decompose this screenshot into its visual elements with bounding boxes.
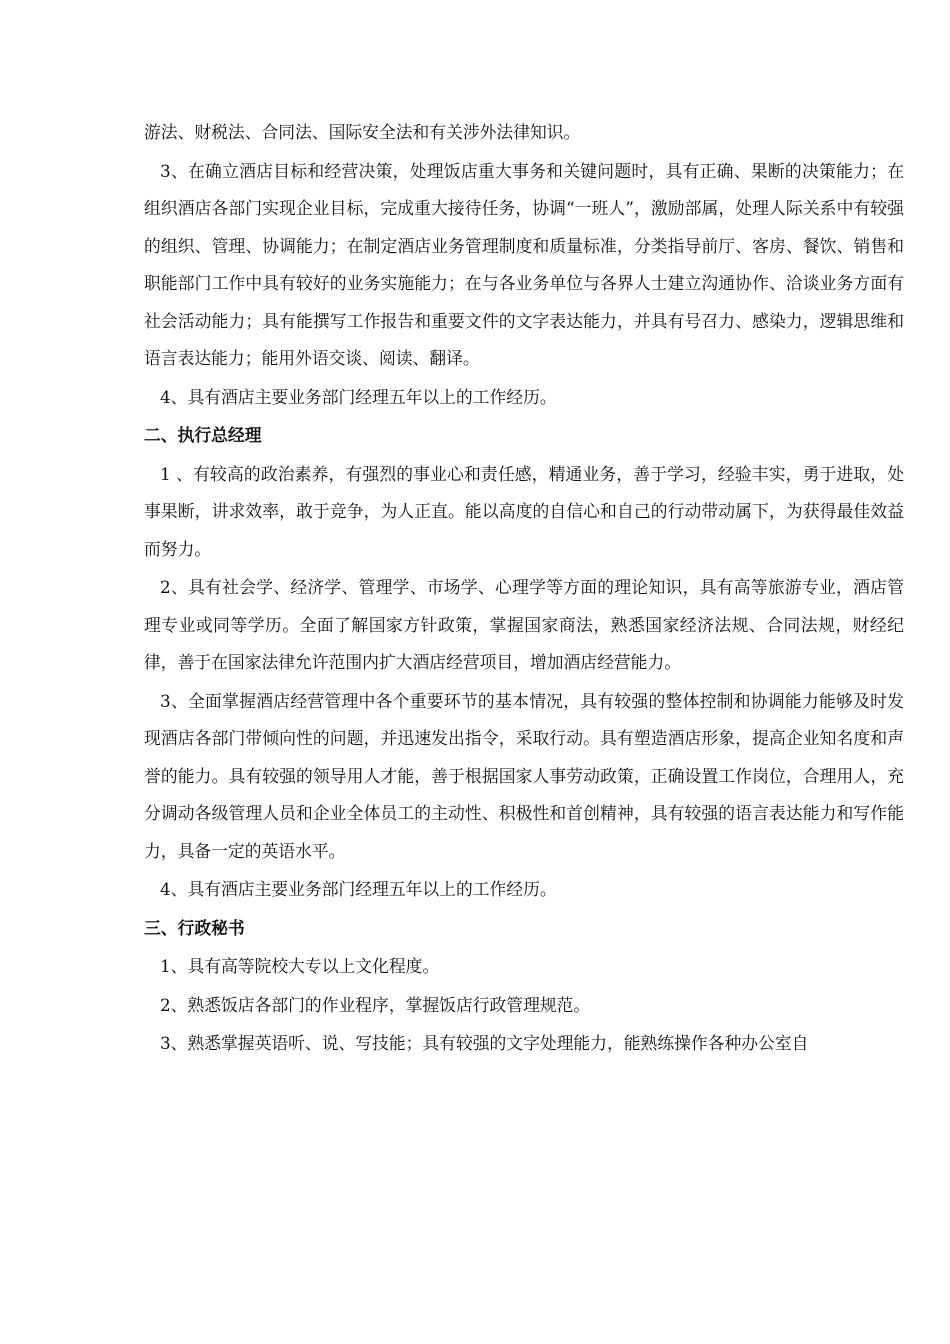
paragraph-secretary-item-3: 3、熟悉掌握英语听、说、写技能；具有较强的文字处理能力，能熟练操作各种办公室自 (160, 1033, 809, 1053)
section-heading-executive-gm: 二、执行总经理 (144, 425, 262, 445)
paragraph-egm-item-3: 3、全面掌握酒店经营管理中各个重要环节的基本情况，具有较强的整体控制和协调能力能够及时发现酒店各部门带倾向性的问题，并迅速发出指令，采取行动。具有塑造酒店形象，提高企业知名度和声誉的能力。具有较强的领导用人才能，善于根据国家人事劳动政策，正确设置工作岗位，合理用人，充分调动各级管理人员和企业全体员工的主动性、积极性和首创精神，具有较强的语言表达能力和写作能力，具备一定的英语水平。 (144, 690, 904, 861)
paragraph-gm-item-3: 3、在确立酒店目标和经营决策，处理饭店重大事务和关键问题时，具有正确、果断的决策能力；在组织酒店各部门实现企业目标，完成重大接待任务，协调“一班人”，激励部属，处理人际关系中有较强的组织、管理、协调能力；在制定酒店业务管理制度和质量标准，分类指导前厅、客房、餐饮、销售和职能部门工作中具有较好的业务实施能力；在与各业务单位与各界人士建立沟通协作、洽谈业务方面有社会活动能力；具有能撰写工作报告和重要文件的文字表达能力，并具有号召力、感染力，逻辑思维和语言表达能力；能用外语交谈、阅读、翻译。 (144, 160, 904, 368)
document-body (144, 114, 904, 1063)
paragraph-egm-item-1: 1 、有较高的政治素养，有强烈的事业心和责任感，精通业务，善于学习，经验丰实，勇于进取，处事果断，讲求效率，敢于竞争，为人正直。能以高度的自信心和自己的行动带动属下，为获得最佳效益而努力。 (144, 463, 904, 559)
paragraph-egm-item-4: 4、具有酒店主要业务部门经理五年以上的工作经历。 (160, 879, 557, 899)
paragraph-secretary-item-1: 1、具有高等院校大专以上文化程度。 (160, 956, 440, 976)
paragraph-gm-item-4: 4、具有酒店主要业务部门经理五年以上的工作经历。 (160, 386, 557, 407)
paragraph-law-knowledge: 游法、财税法、合同法、国际安全法和有关涉外法律知识。 (144, 122, 581, 142)
section-heading-admin-secretary: 三、行政秘书 (144, 917, 245, 938)
paragraph-egm-item-2: 2、具有社会学、经济学、管理学、市场学、心理学等方面的理论知识，具有高等旅游专业，酒店管理专业或同等学历。全面了解国家方针政策，掌握国家商法，熟悉国家经济法规、合同法规，财经纪律，善于在国家法律允许范围内扩大酒店经营项目，增加酒店经营能力。 (144, 577, 904, 672)
paragraph-secretary-item-2: 2、熟悉饭店各部门的作业程序，掌握饭店行政管理规范。 (160, 994, 591, 1015)
